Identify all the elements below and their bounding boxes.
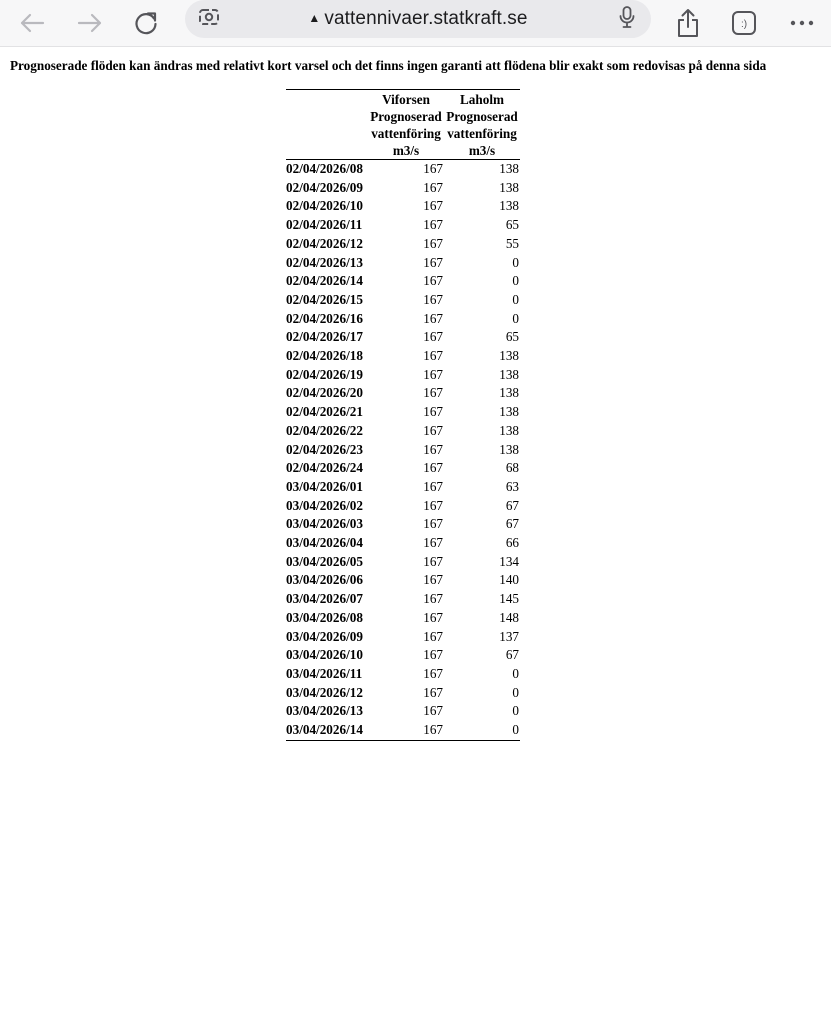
row-timestamp: 03/04/2026/14 (286, 722, 363, 738)
laholm-flow: 138 (499, 441, 519, 457)
row-timestamp: 02/04/2026/13 (286, 254, 363, 270)
row-timestamp: 02/04/2026/09 (286, 179, 363, 195)
table-row (286, 571, 520, 590)
table-row (286, 478, 520, 497)
table-row (286, 347, 520, 366)
laholm-flow: 67 (505, 647, 519, 663)
url-display[interactable] (185, 8, 651, 30)
viforsen-flow: 167 (423, 684, 443, 700)
table-row (286, 235, 520, 254)
table-row (286, 160, 520, 179)
laholm-flow: 0 (512, 665, 519, 681)
row-timestamp: 02/04/2026/16 (286, 310, 363, 326)
laholm-flow: 134 (499, 553, 519, 569)
address-bar[interactable] (185, 0, 651, 38)
row-timestamp: 03/04/2026/08 (286, 609, 363, 625)
back-button[interactable] (14, 5, 50, 41)
viforsen-flow: 167 (423, 478, 443, 494)
table-row (286, 291, 520, 310)
viforsen-flow: 167 (423, 348, 443, 364)
header-line: vattenföring (447, 126, 517, 141)
laholm-flow: 138 (499, 385, 519, 401)
tabs-button[interactable] (726, 5, 762, 41)
row-timestamp: 03/04/2026/01 (286, 478, 363, 494)
more-dots-icon (789, 19, 815, 27)
table-header-row (286, 90, 520, 160)
laholm-flow: 0 (512, 273, 519, 289)
viforsen-flow: 167 (423, 404, 443, 420)
svg-text::): :) (740, 19, 748, 30)
arrow-left-icon (19, 12, 45, 34)
laholm-flow: 138 (499, 161, 519, 176)
viforsen-flow: 167 (423, 703, 443, 719)
row-timestamp: 02/04/2026/11 (286, 217, 363, 233)
laholm-flow: 0 (512, 684, 519, 700)
row-timestamp: 03/04/2026/10 (286, 647, 363, 663)
laholm-flow: 138 (499, 422, 519, 438)
share-icon (676, 8, 700, 38)
table-row (286, 721, 520, 740)
laholm-flow: 55 (505, 235, 519, 251)
row-timestamp: 02/04/2026/20 (286, 385, 363, 401)
table-row (286, 197, 520, 216)
row-timestamp: 02/04/2026/15 (286, 291, 363, 307)
forward-button[interactable] (72, 5, 108, 41)
arrow-right-icon (77, 12, 103, 34)
table-row (286, 553, 520, 572)
table-row (286, 684, 520, 703)
row-timestamp: 02/04/2026/21 (286, 404, 363, 420)
row-timestamp: 02/04/2026/14 (286, 273, 363, 289)
laholm-flow: 63 (505, 478, 519, 494)
header-unit: m3/s (392, 143, 420, 158)
row-timestamp: 02/04/2026/23 (286, 441, 363, 457)
share-button[interactable] (670, 5, 706, 41)
laholm-flow: 0 (512, 254, 519, 270)
table-row (286, 272, 520, 291)
table-row (286, 384, 520, 403)
header-unit: m3/s (468, 143, 496, 158)
table-row (286, 609, 520, 628)
header-line: Prognoserad (370, 109, 442, 124)
viforsen-flow: 167 (423, 273, 443, 289)
reload-button[interactable] (128, 5, 164, 41)
laholm-flow: 138 (499, 348, 519, 364)
laholm-flow: 140 (499, 572, 519, 588)
table-row (286, 366, 520, 385)
more-menu-button[interactable] (784, 5, 820, 41)
viforsen-flow: 167 (423, 179, 443, 195)
viforsen-flow: 167 (423, 198, 443, 214)
laholm-flow: 138 (499, 366, 519, 382)
laholm-flow: 66 (505, 535, 519, 551)
viforsen-flow: 167 (423, 422, 443, 438)
table-row (286, 515, 520, 534)
viforsen-flow: 167 (423, 441, 443, 457)
table-row (286, 422, 520, 441)
table-row (286, 590, 520, 609)
disclaimer-text: Prognoserade flöden kan ändras med relativt kort varsel och det finns ingen garanti att flödena blir exakt som redovisas på denna sida (10, 58, 767, 73)
laholm-flow: 68 (505, 460, 519, 476)
viforsen-flow: 167 (423, 535, 443, 551)
row-timestamp: 03/04/2026/09 (286, 628, 363, 644)
header-line: vattenföring (371, 126, 441, 141)
table-row (286, 254, 520, 273)
laholm-flow: 137 (499, 628, 519, 644)
reload-icon (133, 10, 159, 36)
laholm-flow: 148 (499, 609, 519, 625)
row-timestamp: 03/04/2026/02 (286, 497, 363, 513)
row-timestamp: 03/04/2026/07 (286, 591, 363, 607)
header-station: Viforsen (382, 92, 430, 107)
viforsen-flow: 167 (423, 291, 443, 307)
url-text: vattennivaer.statkraft.se (324, 8, 528, 29)
row-timestamp: 02/04/2026/08 (286, 161, 363, 176)
viforsen-flow: 167 (423, 553, 443, 569)
table-row (286, 497, 520, 516)
forecast-table (286, 89, 520, 741)
table-row (286, 328, 520, 347)
table-row (286, 534, 520, 553)
header-laholm (444, 90, 520, 160)
laholm-flow: 0 (512, 722, 519, 738)
laholm-flow: 145 (499, 591, 519, 607)
row-timestamp: 03/04/2026/12 (286, 684, 363, 700)
row-timestamp: 03/04/2026/03 (286, 516, 363, 532)
table-row (286, 646, 520, 665)
laholm-flow: 138 (499, 404, 519, 420)
tab-smiley-icon (731, 10, 757, 36)
laholm-flow: 138 (499, 179, 519, 195)
viforsen-flow: 167 (423, 385, 443, 401)
row-timestamp: 03/04/2026/04 (286, 535, 363, 551)
row-timestamp: 02/04/2026/24 (286, 460, 363, 476)
header-station: Laholm (460, 92, 504, 107)
laholm-flow: 0 (512, 310, 519, 326)
row-timestamp: 03/04/2026/06 (286, 572, 363, 588)
table-row (286, 216, 520, 235)
laholm-flow: 138 (499, 198, 519, 214)
viforsen-flow: 167 (423, 310, 443, 326)
row-timestamp: 02/04/2026/22 (286, 422, 363, 438)
laholm-flow: 65 (505, 217, 519, 233)
viforsen-flow: 167 (423, 497, 443, 513)
header-viforsen (368, 90, 444, 160)
header-line: Prognoserad (446, 109, 518, 124)
viforsen-flow: 167 (423, 628, 443, 644)
row-timestamp: 02/04/2026/12 (286, 235, 363, 251)
table-row (286, 179, 520, 198)
laholm-flow: 65 (505, 329, 519, 345)
table-row (286, 403, 520, 422)
row-timestamp: 03/04/2026/05 (286, 553, 363, 569)
laholm-flow: 0 (512, 291, 519, 307)
viforsen-flow: 167 (423, 572, 443, 588)
viforsen-flow: 167 (423, 460, 443, 476)
viforsen-flow: 167 (423, 591, 443, 607)
table-row (286, 628, 520, 647)
viforsen-flow: 167 (423, 665, 443, 681)
table-row (286, 441, 520, 460)
row-timestamp: 03/04/2026/11 (286, 665, 363, 681)
table-row (286, 665, 520, 684)
voice-search-button[interactable] (613, 5, 641, 33)
warning-icon: ▲ (308, 11, 321, 25)
table-row (286, 702, 520, 721)
table-row (286, 459, 520, 478)
viforsen-flow: 167 (423, 516, 443, 532)
row-timestamp: 03/04/2026/13 (286, 703, 363, 719)
viforsen-flow: 167 (423, 609, 443, 625)
viforsen-flow: 167 (423, 254, 443, 270)
browser-toolbar (0, 0, 831, 47)
microphone-icon (618, 5, 636, 34)
viforsen-flow: 167 (423, 366, 443, 382)
viforsen-flow: 167 (423, 235, 443, 251)
laholm-flow: 67 (505, 497, 519, 513)
viforsen-flow: 167 (423, 329, 443, 345)
laholm-flow: 0 (512, 703, 519, 719)
laholm-flow: 67 (505, 516, 519, 532)
row-timestamp: 02/04/2026/17 (286, 329, 363, 345)
table-row (286, 310, 520, 329)
viforsen-flow: 167 (423, 647, 443, 663)
viforsen-flow: 167 (423, 217, 443, 233)
header-date (286, 90, 368, 160)
row-timestamp: 02/04/2026/19 (286, 366, 363, 382)
viforsen-flow: 167 (423, 722, 443, 738)
viforsen-flow: 167 (423, 161, 443, 176)
row-timestamp: 02/04/2026/10 (286, 198, 363, 214)
row-timestamp: 02/04/2026/18 (286, 348, 363, 364)
